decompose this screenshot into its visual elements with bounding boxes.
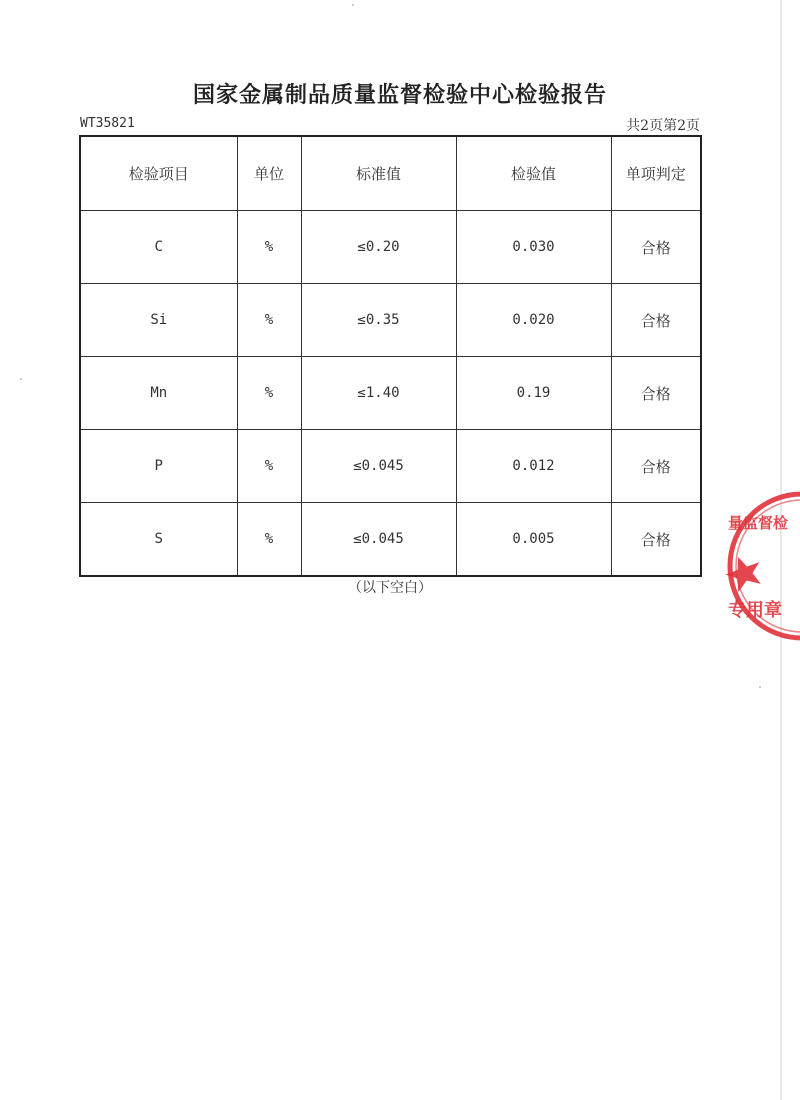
cell-judgement: 合格: [611, 430, 701, 503]
cell-item: Si: [80, 284, 237, 357]
cell-measured: 0.020: [456, 284, 611, 357]
cell-unit: %: [237, 430, 301, 503]
cell-judgement: 合格: [611, 503, 701, 577]
report-title: 国家金属制品质量监督检验中心检验报告: [192, 83, 607, 108]
page-info: 共2页第2页: [626, 118, 700, 134]
table-row: [80, 357, 701, 430]
cell-judgement: 合格: [611, 211, 701, 284]
official-seal: [722, 488, 800, 648]
cell-item: S: [80, 503, 237, 577]
table-row: [80, 211, 701, 284]
cell-standard: ≤0.045: [301, 430, 456, 503]
inspection-table: [79, 135, 702, 577]
cell-item: Mn: [80, 357, 237, 430]
cell-standard: ≤0.35: [301, 284, 456, 357]
cell-item: C: [80, 211, 237, 284]
scan-speck: [759, 686, 761, 688]
cell-unit: %: [237, 284, 301, 357]
cell-unit: %: [237, 503, 301, 577]
header-item: 检验项目: [80, 136, 237, 211]
seal-graphic: [722, 488, 800, 648]
seal-text-top: 量监督检: [728, 514, 789, 532]
header-judgement: 单项判定: [611, 136, 701, 211]
report-number: WT35821: [80, 116, 135, 131]
cell-standard: ≤0.20: [301, 211, 456, 284]
cell-measured: 0.19: [456, 357, 611, 430]
cell-judgement: 合格: [611, 357, 701, 430]
cell-unit: %: [237, 357, 301, 430]
cell-standard: ≤1.40: [301, 357, 456, 430]
seal-text-bottom: 专用章: [728, 600, 782, 621]
header-measured: 检验值: [456, 136, 611, 211]
scan-speck: [20, 378, 22, 380]
scan-speck: [352, 4, 354, 6]
cell-measured: 0.030: [456, 211, 611, 284]
cell-unit: %: [237, 211, 301, 284]
header-unit: 单位: [237, 136, 301, 211]
table-row: [80, 284, 701, 357]
cell-measured: 0.012: [456, 430, 611, 503]
cell-measured: 0.005: [456, 503, 611, 577]
cell-standard: ≤0.045: [301, 503, 456, 577]
header-standard: 标准值: [301, 136, 456, 211]
table-row: [80, 503, 701, 577]
table-row: [80, 430, 701, 503]
cell-item: P: [80, 430, 237, 503]
cell-judgement: 合格: [611, 284, 701, 357]
table-header-row: [80, 136, 701, 211]
blank-below-note: （以下空白）: [348, 580, 432, 596]
